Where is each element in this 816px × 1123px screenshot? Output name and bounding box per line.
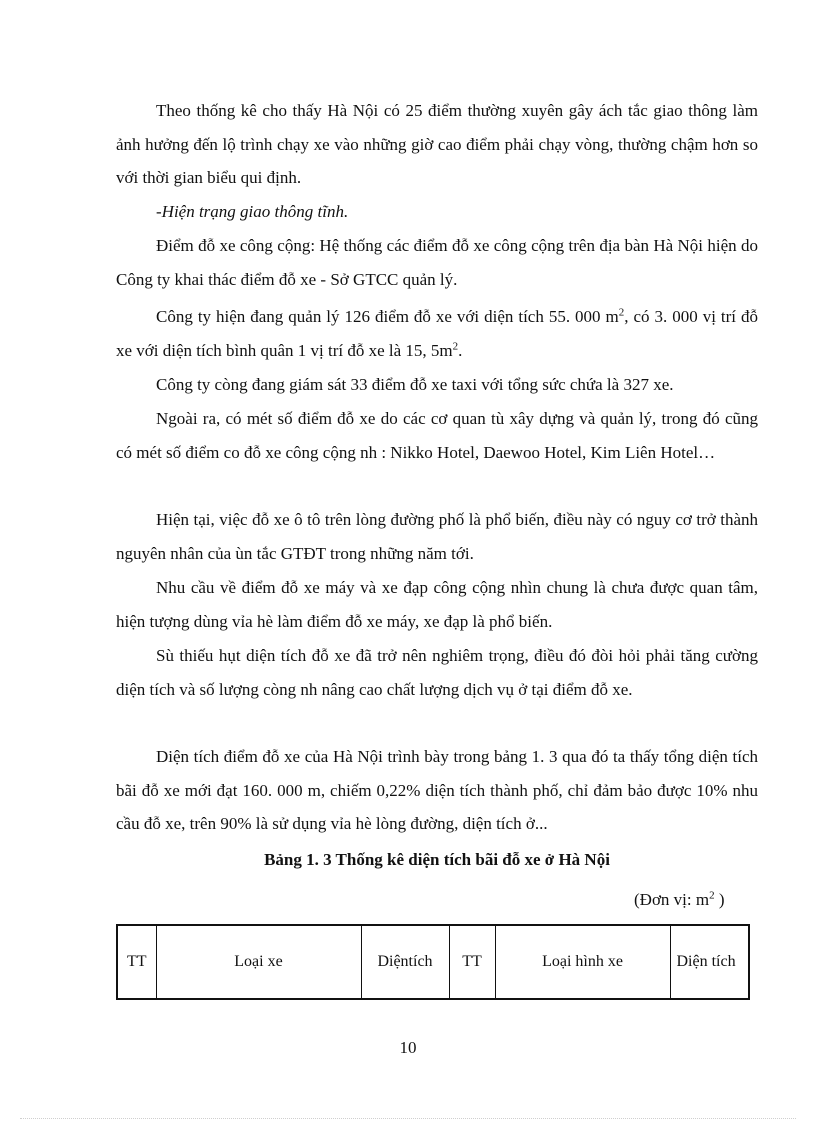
paragraph-parking-area: Diện tích điểm đỗ xe của Hà Nội trình bày trong bảng 1. 3 qua đó ta thấy tổng diện tích bãi đỗ xe mới đạt 160. 000 m, chiếm 0,22% diện tích thành phố, chỉ đảm bảo được 10% nhu cầu đỗ xe, trên 90% là sử dụng vỉa hè lòng đường, diện tích ở... bbox=[116, 747, 758, 833]
superscript: 2 bbox=[452, 339, 459, 352]
header-cell-area-2: Diện tích bbox=[670, 925, 749, 999]
unit-suffix: ) bbox=[714, 890, 725, 909]
header-cell-vehicle-kind: Loại hình xe bbox=[495, 925, 670, 999]
unit-prefix: (Đơn vị: m bbox=[634, 890, 710, 909]
header-cell-tt: TT bbox=[117, 925, 156, 999]
paragraph-other-parking: Ngoài ra, có mét số điểm đỗ xe do các cơ quan tù xây dựng và quản lý, trong đó cũng có mét số điểm co đỗ xe công cộng nh : Nikko Hotel, Daewoo Hotel, Kim Liên Hotel… bbox=[116, 409, 758, 462]
paragraph-parking-shortage: Sù thiếu hụt diện tích đỗ xe đã trở nên nghiêm trọng, điều đó đòi hỏi phải tăng cường diện tích và số lượng còng nh nâng cao chất lượng dịch vụ ở tại điểm đỗ xe. bbox=[116, 646, 758, 699]
para4-text-before: Công ty hiện đang quản lý 126 điểm đỗ xe với diện tích 55. 000 m bbox=[156, 307, 619, 326]
page-number: 10 bbox=[399, 1038, 417, 1057]
header-cell-tt-2: TT bbox=[449, 925, 495, 999]
table-caption: Bảng 1. 3 Thống kê diện tích bãi đỗ xe ở Hà Nội bbox=[264, 850, 610, 869]
header-cell-vehicle-type: Loại xe bbox=[156, 925, 361, 999]
header-cell-area: Diệntích bbox=[361, 925, 449, 999]
paragraph-taxi-parking: Công ty còng đang giám sát 33 điểm đỗ xe taxi với tổng sức chứa là 327 xe. bbox=[156, 375, 674, 394]
superscript: 2 bbox=[709, 889, 715, 902]
superscript: 2 bbox=[618, 306, 625, 319]
paragraph-motorbike-demand: Nhu cầu về điểm đỗ xe máy và xe đạp công cộng nhìn chung là chưa được quan tâm, hiện tượng dùng vỉa hè làm điểm đỗ xe máy, xe đạp là phổ biến. bbox=[116, 578, 758, 631]
paragraph-public-parking: Điểm đỗ xe công cộng: Hệ thống các điểm đỗ xe công cộng trên địa bàn Hà Nội hiện do Công ty khai thác điểm đỗ xe - Sở GTCC quản lý. bbox=[116, 236, 758, 289]
para4-text-after: . bbox=[458, 340, 463, 360]
paragraph-traffic-congestion: Theo thống kê cho thấy Hà Nội có 25 điểm thường xuyên gây ách tắc giao thông làm ảnh hưởng đến lộ trình chạy xe vào những giờ cao điểm phải chạy vòng, thường chậm hơn so với thời gian biểu qui định. bbox=[116, 101, 758, 187]
section-heading-static-traffic: -Hiện trạng giao thông tĩnh. bbox=[156, 202, 349, 221]
table-unit bbox=[634, 890, 725, 910]
parking-area-table bbox=[116, 924, 750, 1000]
para4-text-middle: , có 3. 000 vị trí đỗ xe với diện tích bình quân 1 vị trí đỗ xe là 15, 5m bbox=[116, 307, 758, 360]
table-header-row bbox=[117, 925, 749, 999]
page-bottom-divider bbox=[20, 1118, 796, 1119]
paragraph-street-parking: Hiện tại, việc đỗ xe ô tô trên lòng đường phố là phổ biến, điều này có nguy cơ trở thành nguyên nhân của ùn tắc GTĐT trong những năm tới. bbox=[116, 510, 758, 563]
paragraph-company-management bbox=[116, 300, 758, 367]
